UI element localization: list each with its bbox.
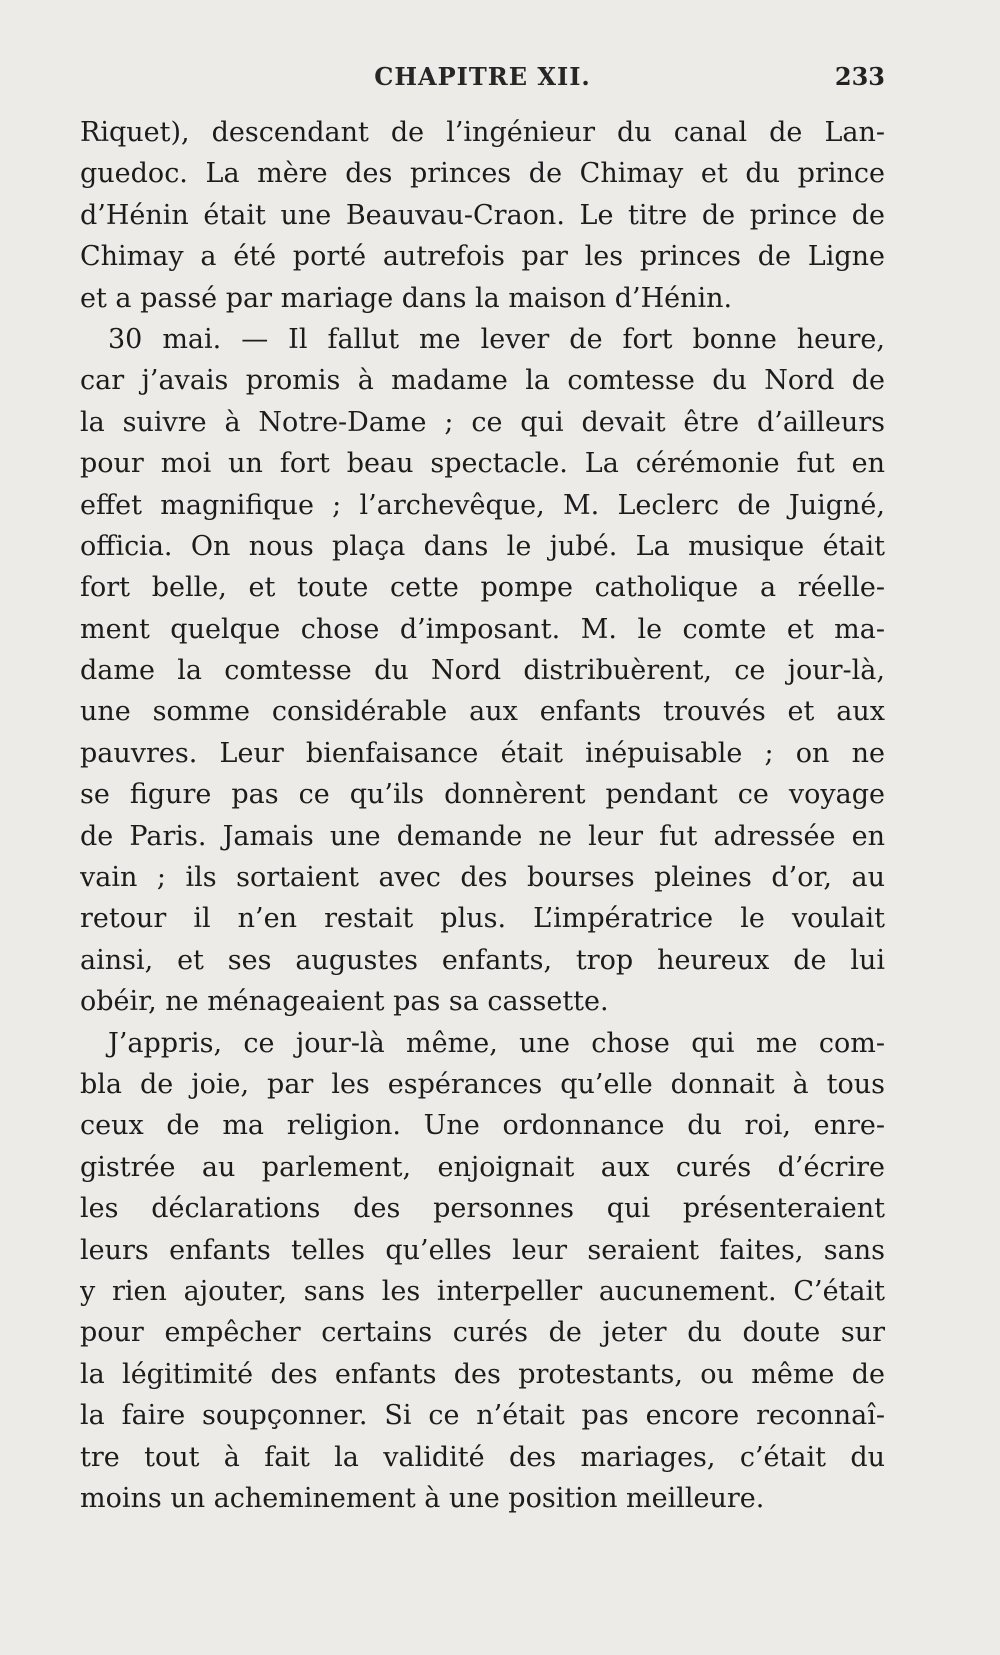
- text-line: bla de joie, par les espérances qu’elle donnait à tous: [80, 1068, 885, 1100]
- text-line: guedoc. La mère des princes de Chimay et du prince: [80, 158, 885, 190]
- chapter-title: CHAPITRE XII.: [374, 62, 591, 91]
- page-number: 233: [834, 62, 885, 91]
- text-line: effet magnifique ; l’archevêque, M. Leclerc de Juigné,: [80, 489, 885, 521]
- text-line: J’appris, ce jour-là même, une chose qui me com-: [108, 1027, 885, 1059]
- text-line: fort belle, et toute cette pompe catholique a réelle-: [80, 572, 885, 604]
- running-head: [80, 62, 885, 98]
- text-line: Chimay a été porté autrefois par les princes de Ligne: [80, 241, 885, 273]
- text-line: d’Hénin était une Beauvau-Craon. Le titre de prince de: [80, 199, 885, 231]
- text-line: y rien ajouter, sans les interpeller aucunement. C’était: [80, 1275, 885, 1307]
- text-line: pour moi un fort beau spectacle. La cérémonie fut en: [80, 448, 885, 480]
- text-line: leurs enfants telles qu’elles leur seraient faites, sans: [80, 1234, 885, 1266]
- text-line: pauvres. Leur bienfaisance était inépuisable ; on ne: [80, 737, 885, 769]
- text-line: retour il n’en restait plus. L’impératrice le voulait: [80, 903, 885, 935]
- text-line: pour empêcher certains curés de jeter du doute sur: [80, 1317, 885, 1349]
- text-line: une somme considérable aux enfants trouvés et aux: [80, 696, 885, 728]
- text-line: car j’avais promis à madame la comtesse du Nord de: [80, 365, 885, 397]
- text-line: gistrée au parlement, enjoignait aux curés d’écrire: [80, 1151, 885, 1183]
- text-line: dame la comtesse du Nord distribuèrent, ce jour-là,: [80, 655, 885, 687]
- text-line: ainsi, et ses augustes enfants, trop heureux de lui: [80, 944, 885, 976]
- text-line: la légitimité des enfants des protestants, ou même de: [80, 1358, 885, 1390]
- text-line: vain ; ils sortaient avec des bourses pleines d’or, au: [80, 862, 885, 894]
- text-line: la suivre à Notre-Dame ; ce qui devait être d’ailleurs: [80, 406, 885, 438]
- text-line: officia. On nous plaça dans le jubé. La musique était: [80, 530, 885, 562]
- text-line: obéir, ne ménageaient pas sa cassette.: [80, 986, 609, 1018]
- text-line: et a passé par mariage dans la maison d’Hénin.: [80, 282, 733, 314]
- text-line: ceux de ma religion. Une ordonnance du roi, enre-: [80, 1110, 885, 1142]
- text-line: tre tout à fait la validité des mariages, c’était du: [80, 1441, 885, 1473]
- text-line: 30 mai. — Il fallut me lever de fort bonne heure,: [108, 323, 885, 355]
- text-line: se figure pas ce qu’ils donnèrent pendant ce voyage: [80, 779, 885, 811]
- body-text: [80, 112, 885, 1519]
- text-line: la faire soupçonner. Si ce n’était pas encore reconnaî-: [80, 1400, 885, 1432]
- text-line: les déclarations des personnes qui présenteraient: [80, 1193, 885, 1225]
- text-line: moins un acheminement à une position meilleure.: [80, 1482, 765, 1514]
- text-line: de Paris. Jamais une demande ne leur fut adressée en: [80, 820, 885, 852]
- text-line: ment quelque chose d’imposant. M. le comte et ma-: [80, 613, 885, 645]
- text-line: Riquet), descendant de l’ingénieur du canal de Lan-: [80, 117, 885, 148]
